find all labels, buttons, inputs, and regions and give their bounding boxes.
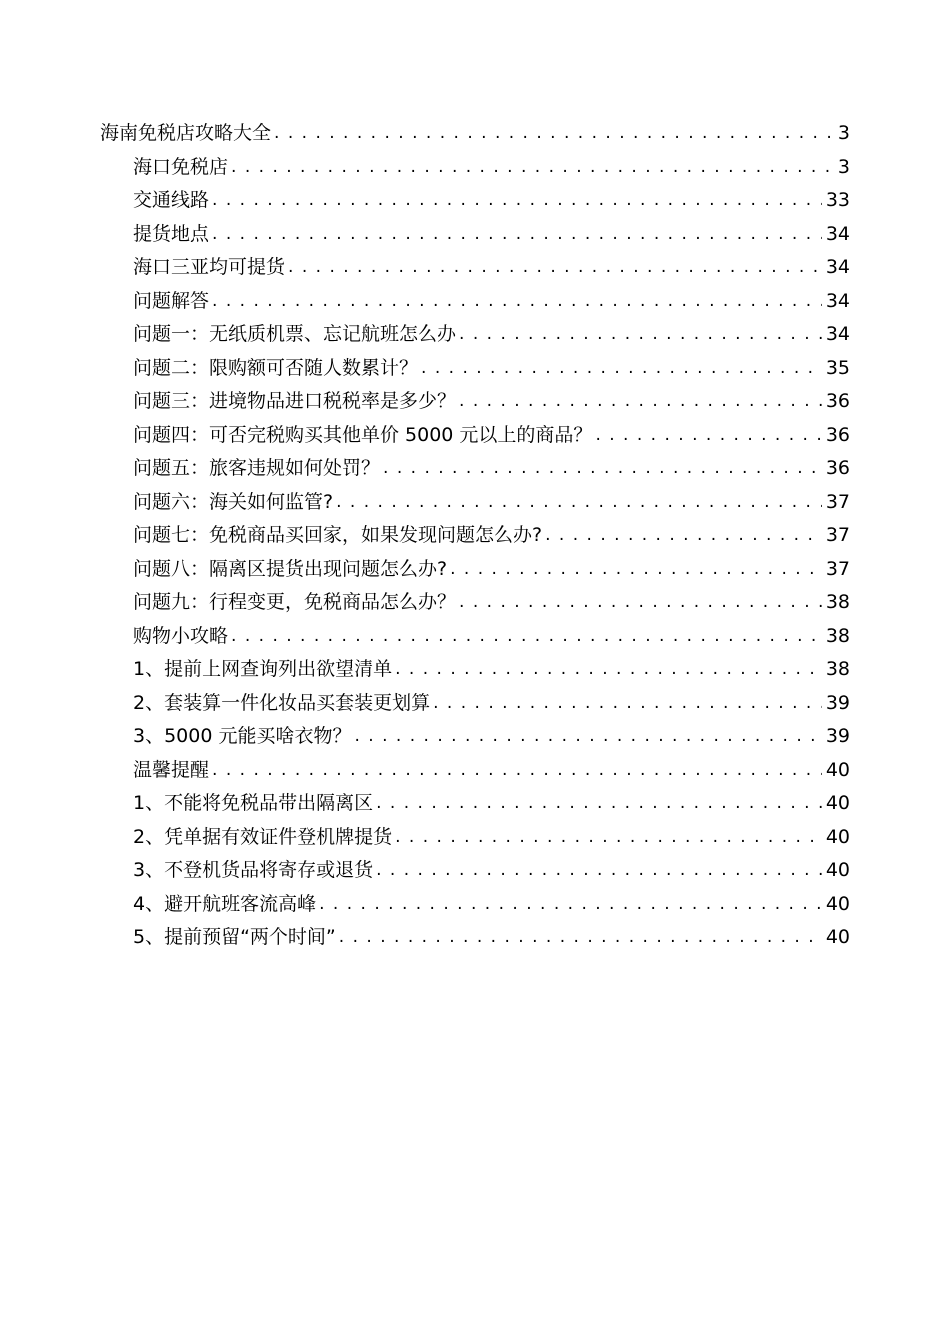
toc-entry-title: 购物小攻略 [133,624,229,647]
table-of-contents [0,117,950,955]
toc-dot-leader [545,519,822,553]
toc-entry[interactable] [0,385,950,419]
toc-entry[interactable] [0,821,950,855]
toc-entry-page: 37 [825,557,850,580]
toc-dot-leader [339,921,822,955]
toc-entry[interactable] [0,519,950,553]
toc-entry-title: 问题二：限购额可否随人数累计？ [133,356,419,379]
toc-entry[interactable] [0,352,950,386]
toc-entry-title: 2、凭单据有效证件登机牌提货 [133,825,393,848]
toc-dot-leader [459,586,822,620]
toc-entry-title: 问题五：旅客违规如何处罚？ [133,457,381,479]
toc-entry[interactable] [0,620,950,654]
toc-entry[interactable] [0,285,950,319]
toc-entry-title: 问题九：行程变更，免税商品怎么办？ [133,591,457,613]
toc-dot-leader [395,821,822,855]
toc-entry-title: 问题三：进境物品进口税税率是多少？ [133,390,457,412]
toc-entry[interactable] [0,754,950,788]
toc-entry-title: 2、套装算一件化妆品买套装更划算 [133,691,431,714]
toc-entry-title: 提货地点 [133,222,210,245]
toc-entry[interactable] [0,318,950,352]
toc-entry-page: 38 [825,624,850,647]
toc-dot-leader [354,720,821,754]
toc-dot-leader [336,486,822,520]
toc-entry-title: 1、不能将免税品带出隔离区 [133,792,374,814]
toc-entry[interactable] [0,251,950,285]
toc-entry-page: 40 [825,926,850,948]
toc-entry[interactable] [0,218,950,252]
toc-dot-leader [376,787,822,821]
toc-dot-leader [459,385,822,419]
toc-entry-title: 交通线路 [133,189,210,211]
toc-entry-title: 问题解答 [133,289,210,312]
toc-entry-page: 35 [825,356,850,379]
toc-entry-page: 40 [825,859,850,881]
toc-dot-leader [421,352,822,386]
toc-entry[interactable] [0,184,950,218]
toc-entry-title: 3、5000 元能买啥衣物？ [133,725,352,747]
toc-entry[interactable] [0,787,950,821]
toc-entry-title: 问题四：可否完税购买其他单价 5000 元以上的商品？ [133,423,593,446]
toc-dot-leader [212,754,822,788]
toc-dot-leader [395,653,822,687]
toc-entry-title: 问题七：免税商品买回家，如果发现问题怎么办? [133,524,543,546]
toc-entry-page: 3 [837,155,850,178]
toc-entry-title: 温馨提醒 [133,758,210,781]
toc-entry[interactable] [0,854,950,888]
toc-dot-leader [450,553,822,587]
toc-entry-page: 40 [825,792,850,814]
toc-entry[interactable] [0,117,950,151]
toc-entry-page: 38 [825,658,850,680]
toc-entry-page: 34 [825,256,850,278]
toc-entry-title: 问题六：海关如何监管? [133,490,334,513]
toc-dot-leader [231,620,822,654]
toc-entry[interactable] [0,888,950,922]
toc-dot-leader [274,117,834,151]
toc-entry-page: 3 [837,122,850,144]
toc-entry-page: 36 [825,457,850,479]
toc-entry-page: 36 [825,390,850,412]
toc-dot-leader [376,854,822,888]
toc-entry[interactable] [0,553,950,587]
toc-entry-title: 海口三亚均可提货 [133,256,286,278]
toc-entry-title: 海南免税店攻略大全 [100,122,272,144]
toc-entry[interactable] [0,921,950,955]
toc-entry-title: 3、不登机货品将寄存或退货 [133,859,374,881]
toc-entry[interactable] [0,586,950,620]
toc-dot-leader [212,285,822,319]
toc-dot-leader [433,687,822,721]
toc-entry-page: 37 [825,490,850,513]
toc-dot-leader [595,419,821,453]
toc-entry-title: 4、避开航班客流高峰 [133,892,317,915]
toc-entry-page: 33 [825,189,850,211]
toc-entry-title: 1、提前上网查询列出欲望清单 [133,658,393,680]
toc-dot-leader [231,151,834,185]
toc-dot-leader [383,452,822,486]
toc-entry-page: 39 [825,725,850,747]
toc-entry-page: 38 [825,591,850,613]
toc-entry-page: 34 [825,323,850,345]
toc-dot-leader [319,888,822,922]
toc-entry[interactable] [0,419,950,453]
toc-entry[interactable] [0,653,950,687]
toc-entry-page: 40 [825,758,850,781]
toc-dot-leader [459,318,822,352]
toc-dot-leader [212,218,822,252]
toc-entry-page: 37 [825,524,850,546]
toc-dot-leader [288,251,822,285]
toc-entry-title: 问题八：隔离区提货出现问题怎么办? [133,557,448,580]
toc-entry[interactable] [0,720,950,754]
toc-entry[interactable] [0,452,950,486]
toc-entry-page: 40 [825,892,850,915]
toc-entry-page: 40 [825,825,850,848]
toc-entry[interactable] [0,151,950,185]
toc-entry-page: 34 [825,222,850,245]
toc-entry-page: 34 [825,289,850,312]
toc-entry-title: 5、提前预留“两个时间” [133,926,336,948]
toc-entry-page: 39 [825,691,850,714]
toc-entry[interactable] [0,687,950,721]
toc-entry[interactable] [0,486,950,520]
toc-entry-title: 海口免税店 [133,155,229,178]
toc-entry-title: 问题一：无纸质机票、忘记航班怎么办 [133,323,457,345]
toc-dot-leader [212,184,822,218]
toc-entry-page: 36 [825,423,850,446]
